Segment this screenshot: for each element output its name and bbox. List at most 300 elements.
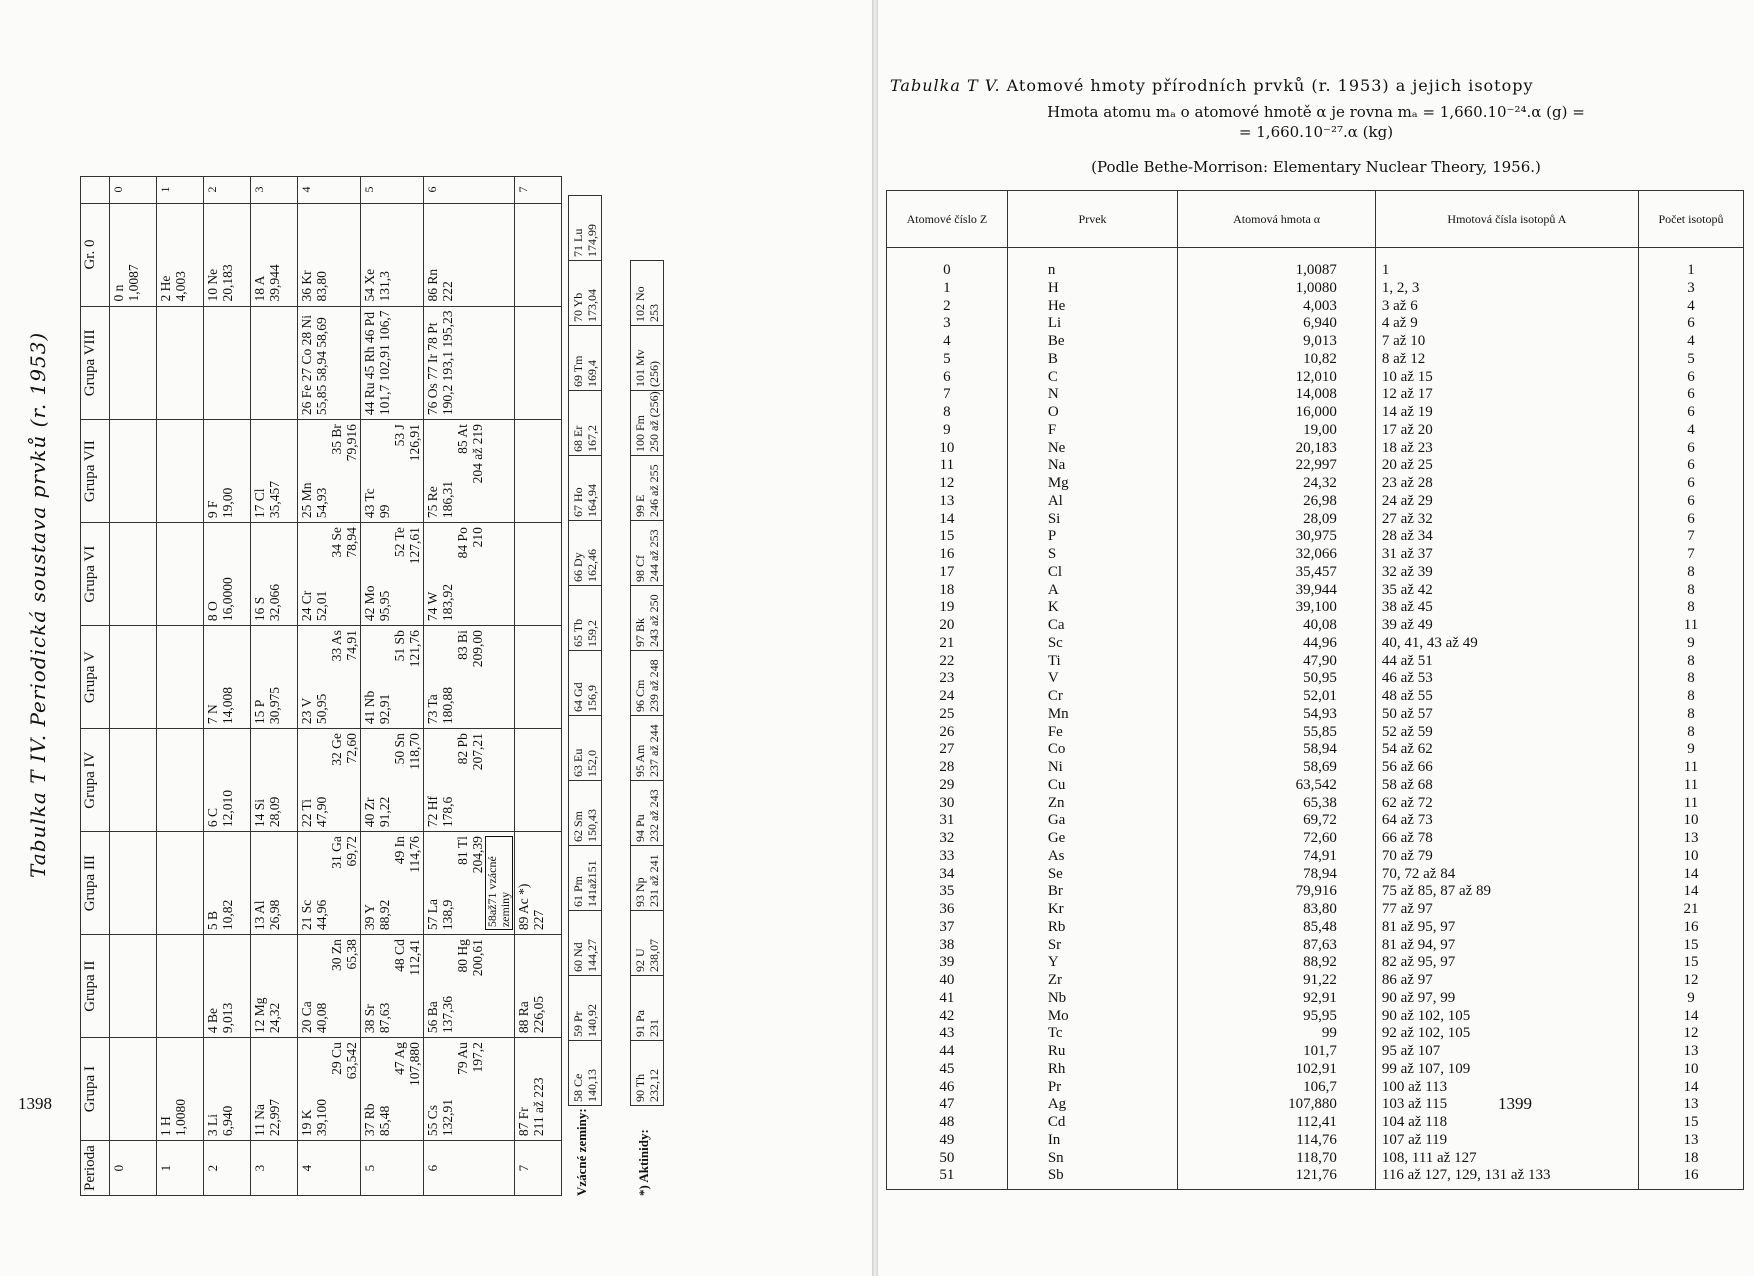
element-symbol: 17 Cl bbox=[252, 488, 267, 519]
mass-numbers: 31 až 37 bbox=[1375, 546, 1638, 564]
isotope-count: 15 bbox=[1638, 1114, 1743, 1132]
isotope-count: 4 bbox=[1638, 298, 1743, 316]
element-mass: 174,99 bbox=[585, 224, 599, 257]
element-mass: 141až151 bbox=[585, 860, 599, 907]
periodic-table-caption: Tabulka T IV. Periodická soustava prvků (r. 1953) bbox=[26, 331, 50, 878]
element-cell bbox=[110, 523, 157, 626]
series-element bbox=[569, 975, 601, 1040]
isotope-count: 6 bbox=[1638, 369, 1743, 387]
element-symbol: 57 La bbox=[425, 899, 440, 931]
period-number: 6 bbox=[424, 1141, 515, 1196]
actinides-cells bbox=[630, 260, 664, 1106]
isotope-row bbox=[887, 386, 1744, 404]
series-element bbox=[569, 1040, 601, 1105]
mass-numbers: 10 až 15 bbox=[1375, 369, 1638, 387]
element-cell bbox=[298, 203, 361, 306]
element-symbol: Mo bbox=[1007, 1008, 1177, 1026]
atomic-mass: 118,70 bbox=[1178, 1150, 1376, 1168]
isotope-row bbox=[887, 883, 1744, 901]
series-element bbox=[569, 585, 601, 650]
mass-numbers: 4 až 9 bbox=[1375, 315, 1638, 333]
element-mass: 231 bbox=[647, 1019, 661, 1037]
isotope-count: 21 bbox=[1638, 901, 1743, 919]
atomic-mass: 63,542 bbox=[1178, 777, 1376, 795]
element-symbol: 24 Cr bbox=[299, 590, 314, 622]
element-mass: 121,76 bbox=[407, 630, 422, 668]
element-symbol: Co bbox=[1007, 741, 1177, 759]
atomic-number: 40 bbox=[887, 972, 1008, 990]
element-mass: 39,100 bbox=[314, 1099, 329, 1137]
mass-numbers: 77 až 97 bbox=[1375, 901, 1638, 919]
element-cell bbox=[204, 420, 251, 523]
element-cell bbox=[204, 935, 251, 1038]
isotope-row bbox=[887, 635, 1744, 653]
element-cell bbox=[204, 729, 251, 832]
element-mass: 162,46 bbox=[585, 549, 599, 582]
isotope-count: 14 bbox=[1638, 1008, 1743, 1026]
isotope-row bbox=[887, 724, 1744, 742]
isotope-row bbox=[887, 617, 1744, 635]
isotope-row bbox=[887, 688, 1744, 706]
group-header: Grupa V bbox=[81, 626, 110, 729]
element-symbol: 74 W bbox=[425, 591, 440, 622]
isotope-count: 9 bbox=[1638, 741, 1743, 759]
right-page bbox=[878, 0, 1754, 1276]
mass-numbers: 108, 111 až 127 bbox=[1375, 1150, 1638, 1168]
atomic-number: 1 bbox=[887, 280, 1008, 298]
element-cell bbox=[361, 420, 424, 523]
element-mass: 253 bbox=[647, 304, 661, 322]
element-cell bbox=[298, 420, 361, 523]
element-cell bbox=[110, 832, 157, 935]
header-atomic-mass: Atomová hmota α bbox=[1178, 191, 1376, 248]
isotope-count: 15 bbox=[1638, 954, 1743, 972]
element-mass: (256) bbox=[647, 361, 661, 387]
element-symbol: 11 Na bbox=[252, 1104, 267, 1137]
mass-numbers: 95 až 107 bbox=[1375, 1043, 1638, 1061]
element-cell bbox=[204, 306, 251, 420]
element-cell bbox=[298, 832, 361, 935]
element-cell bbox=[515, 420, 562, 523]
atomic-number: 5 bbox=[887, 351, 1008, 369]
period-row bbox=[361, 176, 424, 1195]
element-cell bbox=[515, 523, 562, 626]
isotope-count: 3 bbox=[1638, 280, 1743, 298]
isotope-count: 8 bbox=[1638, 706, 1743, 724]
element-mass: 99 bbox=[377, 504, 392, 519]
isotope-row bbox=[887, 1079, 1744, 1097]
row-number: 2 bbox=[204, 176, 251, 203]
element-mass: 231 až 241 bbox=[647, 854, 661, 907]
mass-numbers: 23 až 28 bbox=[1375, 475, 1638, 493]
series-element bbox=[631, 1040, 663, 1105]
element-mass: 169,4 bbox=[585, 360, 599, 387]
mass-numbers: 39 až 49 bbox=[1375, 617, 1638, 635]
atomic-number: 44 bbox=[887, 1043, 1008, 1061]
element-symbol: 80 Hg bbox=[455, 939, 470, 973]
element-mass: 200,61 bbox=[470, 939, 485, 977]
element-mass: 246 až 255 bbox=[647, 464, 661, 517]
isotope-row bbox=[887, 795, 1744, 813]
element-symbol: 0 n bbox=[111, 284, 126, 302]
isotope-count: 6 bbox=[1638, 440, 1743, 458]
element-symbol: Be bbox=[1007, 333, 1177, 351]
element-cell bbox=[424, 306, 515, 420]
isotope-count: 8 bbox=[1638, 724, 1743, 742]
isotope-row bbox=[887, 990, 1744, 1008]
element-mass: 44,96 bbox=[314, 899, 329, 931]
element-symbol: 98 Cf bbox=[633, 555, 647, 582]
element-symbol: Rb bbox=[1007, 919, 1177, 937]
atomic-mass: 85,48 bbox=[1178, 919, 1376, 937]
isotope-row bbox=[887, 1167, 1744, 1189]
atomic-mass: 1,0087 bbox=[1178, 248, 1376, 280]
atomic-mass: 52,01 bbox=[1178, 688, 1376, 706]
atomic-number: 21 bbox=[887, 635, 1008, 653]
atomic-number: 22 bbox=[887, 653, 1008, 671]
mass-numbers: 58 až 68 bbox=[1375, 777, 1638, 795]
rotated-periodic-table bbox=[8, 76, 808, 1196]
element-symbol: 26 Fe 27 Co 28 Ni bbox=[299, 315, 314, 416]
series-element bbox=[631, 975, 663, 1040]
atomic-mass: 40,08 bbox=[1178, 617, 1376, 635]
period-row bbox=[424, 176, 515, 1195]
atomic-number: 42 bbox=[887, 1008, 1008, 1026]
element-symbol: Ti bbox=[1007, 653, 1177, 671]
element-symbol: 96 Cm bbox=[633, 679, 647, 712]
source-citation: (Podle Bethe-Morrison: Elementary Nuclear Theory, 1956.) bbox=[1091, 158, 1541, 176]
element-symbol: 81 Tl bbox=[455, 836, 470, 865]
element-cell bbox=[157, 420, 204, 523]
periodic-table bbox=[80, 176, 562, 1196]
element-symbol: Fe bbox=[1007, 724, 1177, 742]
element-cell bbox=[424, 523, 515, 626]
element-cell bbox=[424, 420, 515, 523]
atomic-mass: 10,82 bbox=[1178, 351, 1376, 369]
isotope-count: 10 bbox=[1638, 812, 1743, 830]
atomic-mass: 12,010 bbox=[1178, 369, 1376, 387]
period-row bbox=[515, 176, 562, 1195]
period-number: 2 bbox=[204, 1141, 251, 1196]
series-element bbox=[569, 260, 601, 325]
isotope-row bbox=[887, 1150, 1744, 1168]
element-symbol: 79 Au bbox=[455, 1042, 470, 1075]
element-symbol: 33 As bbox=[329, 630, 344, 662]
element-symbol: 51 Sb bbox=[392, 630, 407, 662]
atomic-mass: 22,997 bbox=[1178, 457, 1376, 475]
atomic-mass: 39,944 bbox=[1178, 582, 1376, 600]
element-mass: 180,88 bbox=[440, 687, 455, 725]
row-number: 5 bbox=[361, 176, 424, 203]
series-element bbox=[631, 780, 663, 845]
element-cell bbox=[361, 832, 424, 935]
atomic-mass: 55,85 bbox=[1178, 724, 1376, 742]
isotope-count: 9 bbox=[1638, 635, 1743, 653]
element-cell bbox=[424, 729, 515, 832]
element-symbol: 75 Re bbox=[425, 486, 440, 519]
element-symbol: Mn bbox=[1007, 706, 1177, 724]
mass-numbers: 38 až 45 bbox=[1375, 599, 1638, 617]
mass-numbers: 81 až 95, 97 bbox=[1375, 919, 1638, 937]
element-symbol: Ge bbox=[1007, 830, 1177, 848]
atomic-mass: 24,32 bbox=[1178, 475, 1376, 493]
atomic-number: 15 bbox=[887, 528, 1008, 546]
mass-numbers: 28 až 34 bbox=[1375, 528, 1638, 546]
mass-numbers: 75 až 85, 87 až 89 bbox=[1375, 883, 1638, 901]
element-symbol: 44 Ru 45 Rh 46 Pd bbox=[362, 312, 377, 416]
period-number: 5 bbox=[361, 1141, 424, 1196]
atomic-number: 38 bbox=[887, 937, 1008, 955]
group-header: Gr. 0 bbox=[81, 203, 110, 306]
element-symbol: 36 Kr bbox=[299, 270, 314, 302]
element-mass: 190,2 193,1 195,23 bbox=[440, 310, 455, 416]
series-element bbox=[569, 325, 601, 390]
isotope-count: 14 bbox=[1638, 883, 1743, 901]
mass-equation-line-1: Hmota atomu mₐ o atomové hmotě α je rovna mₐ = 1,660.10⁻²⁴.α (g) = bbox=[1047, 103, 1585, 121]
row-number-header bbox=[81, 176, 110, 203]
atomic-mass: 65,38 bbox=[1178, 795, 1376, 813]
element-mass: 52,01 bbox=[314, 590, 329, 622]
atomic-number: 45 bbox=[887, 1061, 1008, 1079]
row-number: 0 bbox=[110, 176, 157, 203]
mass-numbers: 48 až 55 bbox=[1375, 688, 1638, 706]
series-element bbox=[569, 650, 601, 715]
atomic-mass: 88,92 bbox=[1178, 954, 1376, 972]
isotope-count: 10 bbox=[1638, 848, 1743, 866]
element-mass: 47,90 bbox=[314, 796, 329, 828]
isotope-row bbox=[887, 333, 1744, 351]
element-cell bbox=[251, 935, 298, 1038]
isotope-count: 16 bbox=[1638, 919, 1743, 937]
element-symbol: Si bbox=[1007, 511, 1177, 529]
element-symbol: 1 H bbox=[158, 1116, 173, 1137]
element-cell bbox=[298, 306, 361, 420]
atomic-number: 43 bbox=[887, 1025, 1008, 1043]
element-symbol: 60 Nd bbox=[571, 942, 585, 972]
mass-equation-line-2: = 1,660.10⁻²⁷.α (kg) bbox=[1238, 123, 1394, 141]
atomic-mass: 54,93 bbox=[1178, 706, 1376, 724]
element-symbol: Sr bbox=[1007, 937, 1177, 955]
element-cell bbox=[361, 203, 424, 306]
element-symbol: 68 Er bbox=[571, 425, 585, 452]
element-cell bbox=[424, 832, 515, 935]
isotope-row bbox=[887, 706, 1744, 724]
element-symbol: 23 V bbox=[299, 697, 314, 725]
isotope-count: 8 bbox=[1638, 670, 1743, 688]
element-mass: 239 až 248 bbox=[647, 659, 661, 712]
element-mass: 22,997 bbox=[267, 1099, 282, 1137]
atomic-number: 11 bbox=[887, 457, 1008, 475]
atomic-mass: 78,94 bbox=[1178, 866, 1376, 884]
element-symbol: Ca bbox=[1007, 617, 1177, 635]
mass-numbers: 64 až 73 bbox=[1375, 812, 1638, 830]
element-symbol: B bbox=[1007, 351, 1177, 369]
element-mass: 24,32 bbox=[267, 1002, 282, 1034]
element-cell bbox=[110, 626, 157, 729]
element-symbol: 56 Ba bbox=[425, 1001, 440, 1034]
isotope-count: 6 bbox=[1638, 386, 1743, 404]
atomic-mass: 30,975 bbox=[1178, 528, 1376, 546]
element-mass: 92,91 bbox=[377, 693, 392, 725]
isotope-count: 6 bbox=[1638, 315, 1743, 333]
element-mass: 4,003 bbox=[173, 271, 188, 302]
element-mass: 164,94 bbox=[585, 484, 599, 517]
atomic-number: 16 bbox=[887, 546, 1008, 564]
title-italic: Tabulka T V. bbox=[890, 76, 1001, 95]
element-mass: 74,91 bbox=[344, 630, 359, 661]
mass-numbers: 18 až 23 bbox=[1375, 440, 1638, 458]
element-symbol: 53 J bbox=[392, 424, 407, 447]
element-mass: 152,0 bbox=[585, 750, 599, 777]
element-mass: 210 bbox=[470, 527, 485, 548]
atomic-number: 25 bbox=[887, 706, 1008, 724]
isotope-table-body bbox=[887, 248, 1744, 1190]
element-symbol: 71 Lu bbox=[571, 228, 585, 257]
element-mass: 6,940 bbox=[220, 1105, 235, 1137]
element-cell bbox=[424, 203, 515, 306]
element-cell bbox=[157, 203, 204, 306]
isotope-table-title bbox=[890, 76, 1750, 95]
atomic-number: 14 bbox=[887, 511, 1008, 529]
isotope-row bbox=[887, 777, 1744, 795]
element-symbol: 2 He bbox=[158, 275, 173, 302]
mass-numbers: 8 až 12 bbox=[1375, 351, 1638, 369]
isotope-count: 7 bbox=[1638, 528, 1743, 546]
element-symbol: S bbox=[1007, 546, 1177, 564]
element-symbol: Y bbox=[1007, 954, 1177, 972]
mass-numbers: 103 až 115 bbox=[1375, 1096, 1638, 1114]
atomic-number: 41 bbox=[887, 990, 1008, 1008]
element-symbol: 43 Tc bbox=[362, 488, 377, 519]
isotope-count: 8 bbox=[1638, 599, 1743, 617]
element-symbol: 52 Te bbox=[392, 527, 407, 558]
row-number: 6 bbox=[424, 176, 515, 203]
period-number: 3 bbox=[251, 1141, 298, 1196]
element-symbol: V bbox=[1007, 670, 1177, 688]
isotope-count: 18 bbox=[1638, 1150, 1743, 1168]
isotope-row bbox=[887, 866, 1744, 884]
element-cell bbox=[157, 1038, 204, 1141]
element-mass: 9,013 bbox=[220, 1002, 235, 1034]
atomic-mass: 6,940 bbox=[1178, 315, 1376, 333]
element-symbol: 55 Cs bbox=[425, 1105, 440, 1137]
mass-numbers: 1 bbox=[1375, 248, 1638, 280]
element-cell bbox=[157, 523, 204, 626]
mass-numbers: 1, 2, 3 bbox=[1375, 280, 1638, 298]
element-symbol: 87 Fr bbox=[516, 1107, 531, 1137]
atomic-mass: 28,09 bbox=[1178, 511, 1376, 529]
element-symbol: 39 Y bbox=[362, 904, 377, 931]
element-symbol: 19 K bbox=[299, 1109, 314, 1137]
element-symbol: P bbox=[1007, 528, 1177, 546]
element-symbol: Ag bbox=[1007, 1096, 1177, 1114]
isotope-count: 10 bbox=[1638, 1061, 1743, 1079]
element-symbol: 30 Zn bbox=[329, 939, 344, 972]
element-mass: 26,98 bbox=[267, 899, 282, 931]
element-symbol: 25 Mn bbox=[299, 482, 314, 519]
atomic-number: 34 bbox=[887, 866, 1008, 884]
series-element bbox=[631, 650, 663, 715]
atomic-mass: 106,7 bbox=[1178, 1079, 1376, 1097]
element-symbol: He bbox=[1007, 298, 1177, 316]
element-mass: 207,21 bbox=[470, 733, 485, 771]
mass-numbers: 100 až 113 bbox=[1375, 1079, 1638, 1097]
isotope-count: 11 bbox=[1638, 759, 1743, 777]
element-symbol: 42 Mo bbox=[362, 585, 377, 622]
mass-numbers: 107 až 119 bbox=[1375, 1132, 1638, 1150]
element-mass: 54,93 bbox=[314, 487, 329, 519]
element-symbol: 50 Sn bbox=[392, 733, 407, 765]
group-header-row bbox=[81, 176, 110, 1195]
period-number: 7 bbox=[515, 1141, 562, 1196]
element-symbol: 6 C bbox=[205, 808, 220, 828]
element-mass: 227 bbox=[531, 909, 546, 931]
isotope-row bbox=[887, 741, 1744, 759]
isotope-count: 11 bbox=[1638, 617, 1743, 635]
period-row bbox=[157, 176, 204, 1195]
element-mass: 226,05 bbox=[531, 996, 546, 1034]
period-row bbox=[204, 176, 251, 1195]
element-mass: 28,09 bbox=[267, 796, 282, 828]
mass-numbers: 40, 41, 43 až 49 bbox=[1375, 635, 1638, 653]
element-mass: 88,92 bbox=[377, 899, 392, 931]
isotope-count: 9 bbox=[1638, 990, 1743, 1008]
row-number: 4 bbox=[298, 176, 361, 203]
isotope-row bbox=[887, 1008, 1744, 1026]
mass-numbers: 70 až 79 bbox=[1375, 848, 1638, 866]
mass-numbers: 7 až 10 bbox=[1375, 333, 1638, 351]
atomic-number: 17 bbox=[887, 564, 1008, 582]
group-header: Grupa VIII bbox=[81, 306, 110, 420]
element-symbol: 59 Pr bbox=[571, 1011, 585, 1037]
element-cell bbox=[424, 626, 515, 729]
element-symbol: 99 E bbox=[633, 494, 647, 517]
atomic-number: 8 bbox=[887, 404, 1008, 422]
element-symbol: Nb bbox=[1007, 990, 1177, 1008]
element-mass: 40,08 bbox=[314, 1002, 329, 1034]
atomic-mass: 102,91 bbox=[1178, 1061, 1376, 1079]
atomic-number: 6 bbox=[887, 369, 1008, 387]
isotope-row bbox=[887, 901, 1744, 919]
element-symbol: 102 No bbox=[633, 286, 647, 322]
isotope-count: 8 bbox=[1638, 582, 1743, 600]
element-symbol: Cd bbox=[1007, 1114, 1177, 1132]
atomic-mass: 58,94 bbox=[1178, 741, 1376, 759]
element-symbol: Rh bbox=[1007, 1061, 1177, 1079]
row-number: 3 bbox=[251, 176, 298, 203]
isotope-row bbox=[887, 248, 1744, 280]
isotope-row bbox=[887, 369, 1744, 387]
element-cell bbox=[515, 1038, 562, 1141]
element-mass: 79,916 bbox=[344, 424, 359, 462]
element-cell bbox=[361, 523, 424, 626]
atomic-mass: 114,76 bbox=[1178, 1132, 1376, 1150]
isotope-row bbox=[887, 404, 1744, 422]
element-cell bbox=[157, 935, 204, 1038]
atomic-mass: 47,90 bbox=[1178, 653, 1376, 671]
atomic-number: 35 bbox=[887, 883, 1008, 901]
element-mass: 237 až 244 bbox=[647, 724, 661, 777]
element-symbol: Kr bbox=[1007, 901, 1177, 919]
element-symbol: 32 Ge bbox=[329, 733, 344, 766]
element-symbol: Al bbox=[1007, 493, 1177, 511]
element-symbol: 3 Li bbox=[205, 1114, 220, 1137]
element-symbol: Mg bbox=[1007, 475, 1177, 493]
group-header: Grupa VI bbox=[81, 523, 110, 626]
element-mass: 72,60 bbox=[344, 733, 359, 764]
element-symbol: 90 Th bbox=[633, 1073, 647, 1102]
mass-numbers: 20 až 25 bbox=[1375, 457, 1638, 475]
